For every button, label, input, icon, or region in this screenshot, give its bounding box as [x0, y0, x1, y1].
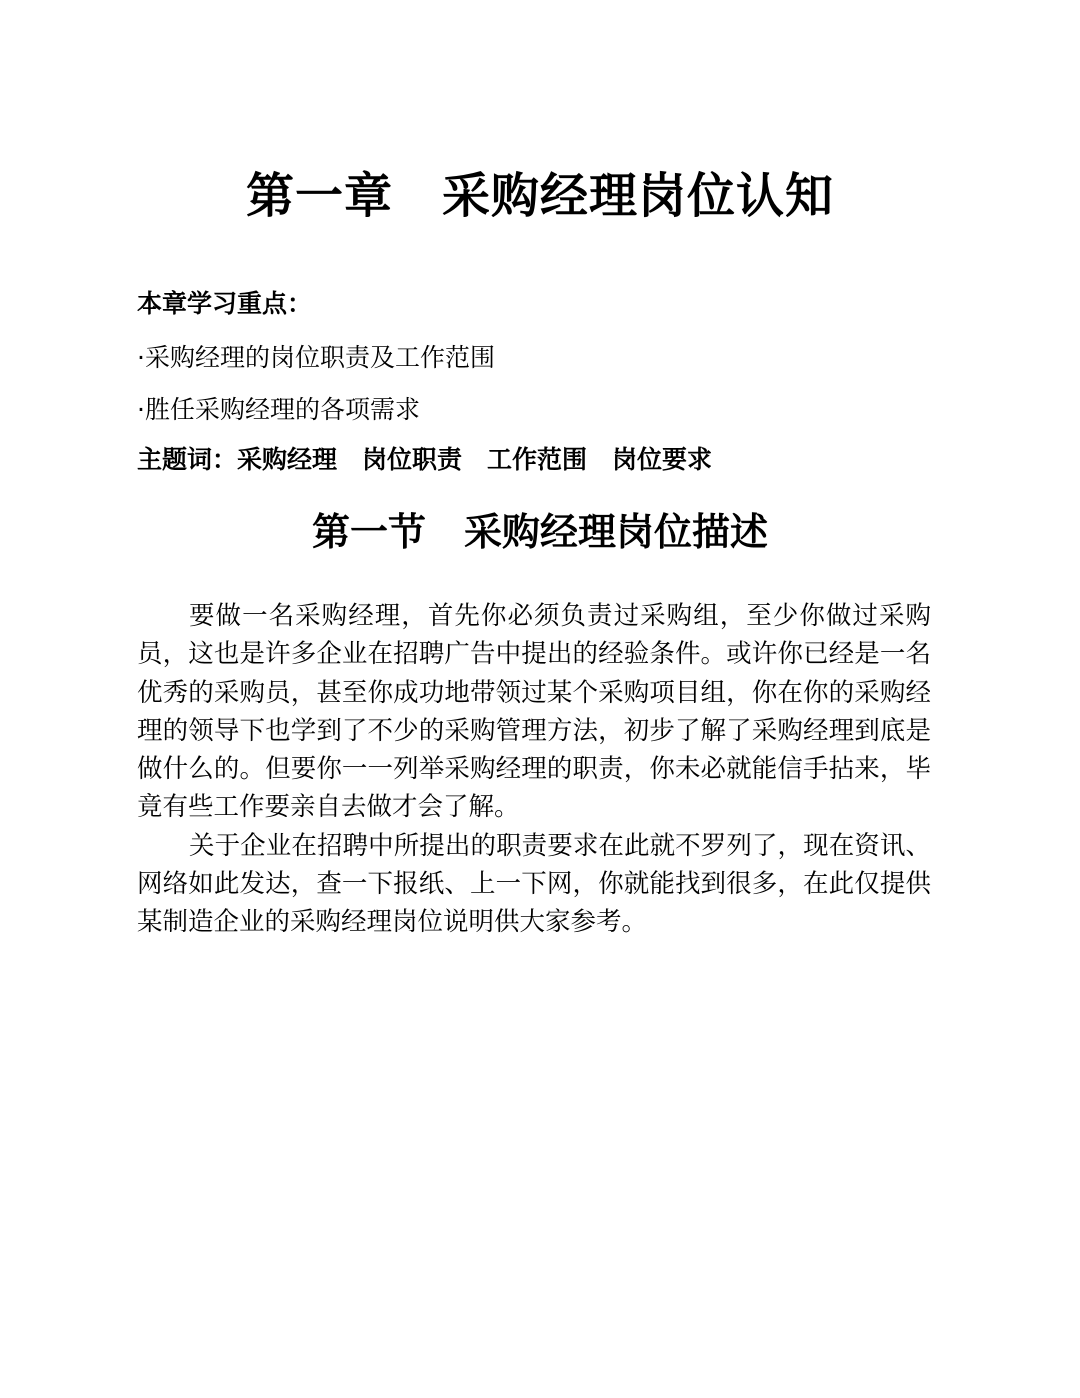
chapter-title: 第一章 采购经理岗位认知 — [245, 168, 834, 224]
keywords-line: 主题词：采购经理 岗位职责 工作范围 岗位要求 — [137, 445, 713, 474]
study-focus-heading: 本章学习重点： — [137, 289, 313, 318]
section-title: 第一节 采购经理岗位描述 — [311, 510, 768, 554]
body-paragraph: 要做一名采购经理，首先你必须负责过采购组，至少你做过采购员，这也是许多企业在招聘广告中提出的经验条件。或许你已经是一名优秀的采购员，甚至你成功地带领过某个采购项目组，你在你的采购经理的领导下也学到了不少的采购管理方法，初步了解了采购经理到底是做什么的。但要你一一列举采购经理的职责，你未必就能信手拈来，毕竟有些工作要亲自去做才会了解。 — [137, 601, 931, 823]
study-focus-point: ·胜任采购经理的各项需求 — [137, 395, 420, 424]
body-text — [137, 597, 931, 942]
body-paragraph: 关于企业在招聘中所提出的职责要求在此就不罗列了，现在资讯、网络如此发达，查一下报纸、上一下网，你就能找到很多，在此仅提供某制造企业的采购经理岗位说明供大家参考。 — [137, 830, 931, 938]
study-focus-point: ·采购经理的岗位职责及工作范围 — [137, 343, 495, 372]
